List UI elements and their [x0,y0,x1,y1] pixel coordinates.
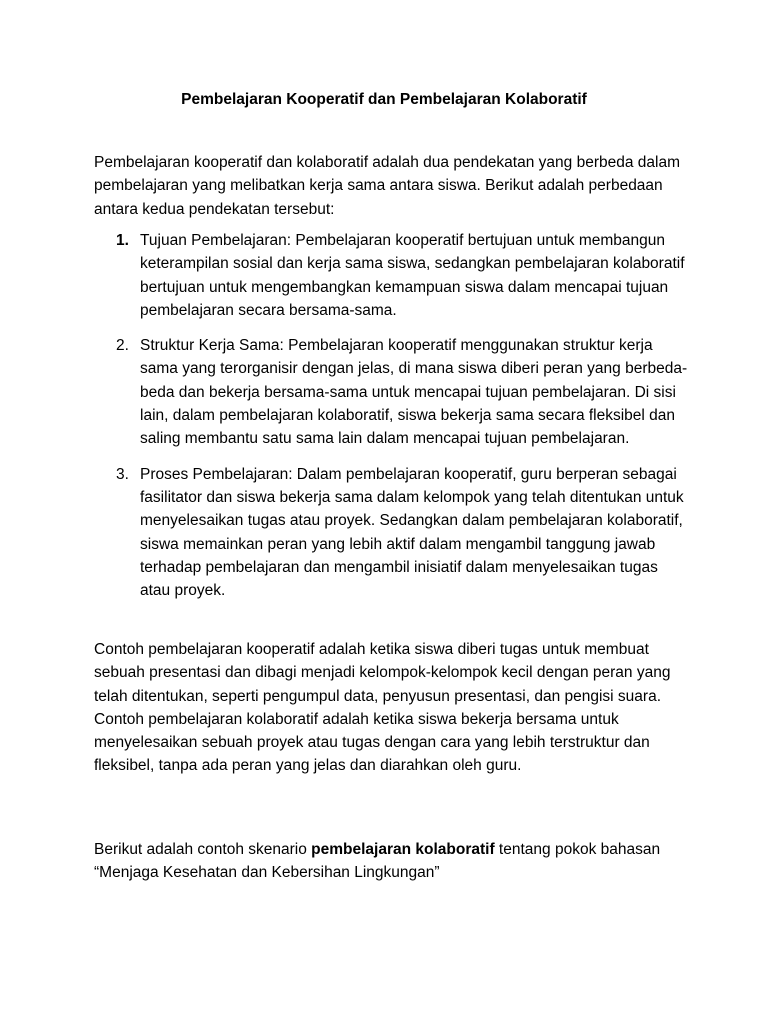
intro-paragraph: Pembelajaran kooperatif dan kolaboratif adalah dua pendekatan yang berbeda dalam pembelajaran yang melibatkan kerja sama antara siswa. Berikut adalah perbedaan antara kedua pendekatan tersebut: [94,154,680,218]
closing-bold-phrase: pembelajaran kolaboratif [311,841,495,858]
list-item-text: Proses Pembelajaran: Dalam pembelajaran kooperatif, guru berperan sebagai fasilitator dan siswa bekerja sama dalam kelompok yang telah ditentukan untuk menyelesaikan tugas atau proyek. Sedangkan dalam pembelajaran kolaboratif, siswa memainkan peran yang lebih aktif dalam mengambil tanggung jawab terhadap pembelajaran dan mengambil inisiatif dalam menyelesaikan tugas atau proyek. [140,465,684,600]
list-number: 1. [116,232,129,249]
closing-text-after: tentang pokok bahasan “Menjaga Kesehatan dan Kebersihan Lingkungan” [94,841,661,882]
list-item-text: Tujuan Pembelajaran: Pembelajaran kooperatif bertujuan untuk membangun keterampilan sosial dan kerja sama siswa, sedangkan pembelajaran kolaboratif bertujuan untuk mengembangkan kemampuan siswa dalam mencapai tujuan pembelajaran secara bersama-sama. [140,232,685,319]
list-item-proses [94,463,688,603]
differences-list [94,229,688,614]
list-number: 2. [116,337,129,355]
example-paragraph: Contoh pembelajaran kooperatif adalah ketika siswa diberi tugas untuk membuat sebuah presentasi dan dibagi menjadi kelompok-kelompok kecil dengan peran yang telah ditentukan, seperti pengumpul data, penyusun presentasi, dan pengisi suara. Contoh pembelajaran kolaboratif adalah ketika siswa bekerja bersama untuk menyelesaikan sebuah proyek atau tugas dengan cara yang lebih terstruktur dan fleksibel, tanpa ada peran yang jelas dan diarahkan oleh guru. [94,641,671,775]
document-title: Pembelajaran Kooperatif dan Pembelajaran Kolaboratif [181,91,587,108]
list-item-struktur [94,334,688,450]
list-item-text: Struktur Kerja Sama: Pembelajaran kooperatif menggunakan struktur kerja sama yang terorganisir dengan jelas, di mana siswa diberi peran yang berbeda-beda dan bekerja bersama-sama untuk mencapai tujuan pembelajaran. Di sisi lain, dalam pembelajaran kolaboratif, siswa bekerja sama secara fleksibel dan saling membantu satu sama lain dalam mencapai tujuan pembelajaran. [140,337,688,448]
list-item-tujuan [94,229,688,322]
closing-text-before: Berikut adalah contoh skenario [94,841,312,858]
closing-paragraph [94,838,684,885]
list-number: 3. [116,465,129,483]
